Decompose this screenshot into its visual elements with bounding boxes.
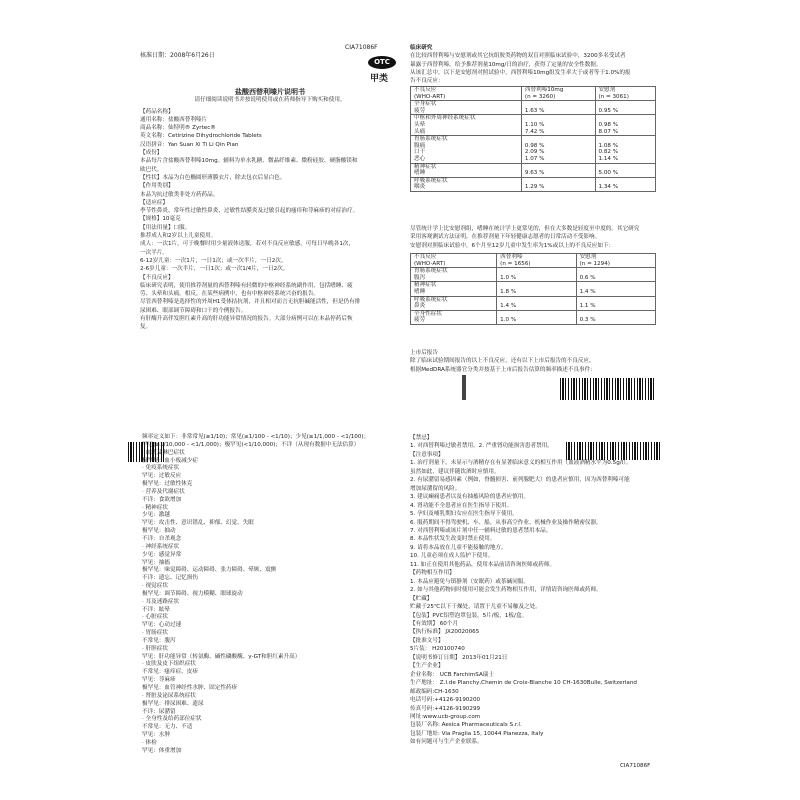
leaflet-body — [140, 108, 400, 332]
right-info-line: 网址:www.ucb-group.com — [410, 713, 481, 720]
leaflet-line: 季节性鼻炎、常年性过敏性鼻炎、过敏性结膜炎及过敏引起的瘙痒和荨麻疹的对症治疗。 — [140, 208, 359, 215]
table-header-cell: 西替利嗪 (n = 1656) — [497, 254, 576, 268]
right-info-line: 生产地址： Z.I.de Planchy,Chemin de Croix-Blanche 10 CH-1630Bulle, Switzerland — [410, 680, 637, 687]
right-info-line: 1. 本品应避免与镇静剂（安眠药）或茶碱同服。 — [410, 578, 529, 585]
right-info-line: 虽然如此，建议伴随饮酒时应慎用。 — [410, 468, 500, 475]
table-header-cell: 不良反应 (WHO-ART) — [411, 254, 497, 268]
leaflet-line: 【适应症】 — [140, 199, 168, 206]
right-info-line: 【包装】PVC铝塑泡罩包装，5片/板，1板/盒。 — [410, 612, 528, 619]
frequency-line: 罕见：攻击性、意识错乱、抑郁、幻觉、失眠 — [142, 520, 254, 527]
frequency-line: · 肾脏及泌尿系统症状 — [142, 692, 196, 699]
frequency-line: · 视觉症状 — [142, 583, 168, 590]
frequency-line: · 血液及淋巴症状 — [142, 449, 185, 456]
frequency-line: 极罕见：味觉障碍、运动障碍、张力障碍、晕厥、震颤 — [142, 567, 277, 574]
table-cell: 全身症状 疲劳 — [411, 101, 522, 115]
right-info-line: 2. 如与其他药物同时使用可能会发生药物相互作用，详情请咨询医师或药师。 — [410, 587, 602, 594]
frequency-line: 不详：眩晕 — [142, 606, 170, 613]
frequency-line: 极罕见：血管神经性水肿、固定性药疹 — [142, 685, 238, 691]
right-info-line: 【执行标准】 JX20020065 — [410, 629, 480, 636]
table-header-cell: 安慰剂 (n = 1294) — [576, 254, 655, 268]
leaflet-line: 【规格】10毫克 — [140, 216, 181, 223]
right-info-line: 6. 服药期间不得驾驶机、车、船，从事高空作业、机械作业及操作精密仪器。 — [410, 519, 602, 526]
leaflet-line: 【作用类别】 — [140, 183, 174, 190]
frequency-line: · 耳及迷路症状 — [142, 598, 180, 605]
frequency-line: 罕见：荨麻疹 — [142, 677, 176, 684]
table-cell: 中枢和外周神经系统症状 头晕 头痛 — [411, 115, 522, 136]
clinical-panel — [410, 44, 665, 85]
clinical-intro-line: 告不良反应： — [410, 78, 444, 85]
table-cell: 胃肠系统症状 腹痛 口干 恶心 — [411, 136, 522, 163]
right-info-line: 【生产企业】 — [410, 663, 444, 670]
frequency-line: 罕见：肝功能异常（转氨酶、碱性磷酸酶、γ-GT和胆红素升高） — [142, 653, 301, 660]
leaflet-line: 【性状】本品为白色椭圆形薄膜衣片，除去包衣后显白色。 — [140, 174, 286, 181]
frequency-line: 罕见：水肿 — [142, 732, 170, 739]
otc-badge: OTC — [368, 56, 396, 69]
post-marketing-line: 除了临床试验期间报告的以上不良反应，还有以下上市后报告的不良反应， — [410, 358, 595, 365]
leaflet-line: 汉语拼音：Yan Suan Xi Ti Li Qin Pian — [140, 141, 239, 148]
table-cell: 胃肠系统症状 腹泻 — [411, 268, 497, 282]
table-cell: 1.4 % — [497, 296, 576, 310]
right-info-line: 【注意事项】 — [410, 451, 444, 458]
table-header-cell: 不良反应 (WHO-ART) — [411, 87, 522, 101]
right-info-line: 传真号码:+4126-9190299 — [410, 705, 481, 712]
table-row — [411, 136, 656, 163]
right-info-line: 包装厂名称: Aesica Pharmaceuticals S.r.l. — [410, 722, 522, 729]
frequency-line: · 胃肠症状 — [142, 630, 168, 637]
frequency-line: 极罕见：调节障碍、视力模糊、眼球旋动 — [142, 590, 243, 597]
leaflet-line: 复。 — [140, 324, 152, 331]
right-info-line: 8. 本品性状发生改变时禁止使用。 — [410, 536, 496, 543]
right-info-line: 【禁忌】 — [410, 435, 433, 441]
frequency-line: 极罕见：抽动 — [142, 528, 176, 535]
table-header-row — [411, 254, 656, 268]
leaflet-line: 【不良反应】 — [140, 274, 174, 281]
clinical-intro-line: 从该汇总中，以下是安慰剂对照试验中，西替利嗪10mg组发生率大于或者等于1.0%的报 — [410, 69, 631, 76]
leaflet-line: 劳、头晕和头痛。相反，在某些病例中，也有中枢神经系统兴奋的报告。 — [140, 291, 320, 298]
leaflet-line: 临床研究表明，使用推荐剂量的西替利嗪有轻微的中枢神经系统副作用，包括嗜睡、疲 — [140, 282, 353, 289]
clinical-mid-line: 安慰剂对照临床试验中，6个月至12岁儿童中发生率为1%或以上的不良反应如下： — [410, 242, 615, 249]
frequency-line: · 心脏症状 — [142, 614, 168, 621]
leaflet-title: 盐酸西替利嗪片说明书 — [235, 88, 305, 96]
leaflet-line: 推荐成人和2岁以上儿童使用。 — [140, 233, 217, 240]
clinical-intro-line: 在比较西替利嗪与安慰剂或其它抗组胺类药物的双盲对照临床试验中，3200多名受试者 — [410, 53, 626, 60]
right-info-panel — [410, 434, 665, 747]
right-info-line: 5片装： H20100740 — [410, 646, 465, 653]
adverse-reaction-table-children — [410, 253, 656, 325]
frequency-line: 极罕见：过敏性休克 — [142, 481, 193, 488]
table-row — [411, 177, 656, 191]
table-header-row — [411, 87, 656, 101]
leaflet-line: 商品名称：仙特明® Zyrtec® — [140, 125, 216, 132]
table-row — [411, 268, 656, 282]
clinical-mid-line: 采用客观测试方法证明，在推荐剂量下年轻健康志愿者的日常活动不受影响。 — [410, 234, 601, 241]
right-info-line: 【贮藏】 — [410, 595, 433, 602]
right-info-line: 邮政编码:CH-1630 — [410, 688, 459, 695]
right-info-line: 3. 建议癫痫患者以及有抽搐风险的患者应慎用。 — [410, 494, 529, 501]
table-cell: 1.29 % — [521, 177, 595, 191]
frequency-line: 不常见：无力、不适 — [142, 724, 193, 731]
table-cell: 1.63 % — [521, 101, 595, 115]
frequency-line: · 神经系统症状 — [142, 543, 180, 550]
table-cell: 全身性症状 疲劳 — [411, 310, 497, 324]
table-cell: 1.08 % 0.82 % 1.14 % — [595, 136, 656, 163]
right-info-line: 5. 孕妇及哺乳期妇女应在医生指导下使用。 — [410, 511, 518, 518]
leaflet-line: 2-6岁儿童：一次半片，一日1次；或一次1/4片，一日2次。 — [140, 266, 289, 273]
table-row — [411, 282, 656, 296]
frequency-line: 罕见：过敏反应 — [142, 473, 182, 480]
table-cell: 5.00 % — [595, 163, 656, 177]
frequency-line: · 免疫系统症状 — [142, 465, 180, 472]
table-cell: 0.98 % 2.09 % 1.07 % — [521, 136, 595, 163]
table-cell: 1.0 % — [497, 310, 576, 324]
frequency-line: 不详：食欲增加 — [142, 496, 182, 503]
leaflet-line: 欧巴代。 — [140, 166, 163, 173]
frequency-line: · 精神症状 — [142, 504, 168, 511]
frequency-line: 不常见：瘙痒症、皮疹 — [142, 669, 198, 676]
clinical-mid-text — [410, 225, 665, 250]
frequency-line: · 全身性及给药部位症状 — [142, 716, 202, 723]
post-marketing-line: 根据MedDRA系统器官分类并按基于上市后报告估算的频率描述不良事件： — [410, 366, 596, 373]
leaflet-line: 【用法用量】口服。 — [140, 224, 191, 231]
table-cell: 1.4 % — [576, 282, 655, 296]
right-info-line: 7. 对西替利嗪或该片剂中任一辅料过敏的患者禁用本品。 — [410, 527, 552, 534]
table-cell: 0.6 % — [576, 268, 655, 282]
frequency-line: 罕见：心动过速 — [142, 622, 182, 629]
leaflet-line: 6-12岁儿童：一次1片，一日1次；或一次半片，一日2次。 — [140, 257, 287, 264]
leaflet-subtitle: 请仔细阅读说明书并按说明使用或在药师指导下购买和使用。 — [194, 97, 346, 104]
right-info-line: 11. 如正在使用其他药品，使用本品前请咨询医师或药师。 — [410, 561, 555, 568]
right-info-line: 2. 有尿潴留易感因素（例如，脊髓损害、前列腺肥大）的患者应慎用，因为西替利嗪可能 — [410, 477, 630, 484]
table-cell: 1.8 % — [497, 282, 576, 296]
frequency-line: 少见：激越 — [142, 512, 170, 519]
right-info-line: 包装厂地址: Via Praglia 15, 10044 Pianezza, Italy — [410, 730, 544, 737]
table-cell: 1.1 % — [576, 296, 655, 310]
leaflet-line: 一次半片。 — [140, 249, 168, 256]
table-cell: 0.95 % — [595, 101, 656, 115]
table-cell: 0.98 % 8.07 % — [595, 115, 656, 136]
leaflet-panel — [140, 88, 400, 332]
frequency-line: · 肝胆症状 — [142, 645, 168, 652]
right-info-line: 企业名称： UCB FarchimSA瑞士 — [410, 671, 494, 678]
right-info-line: 10. 儿童必须在成人监护下使用。 — [410, 553, 494, 560]
document-code: CIA71086F — [345, 44, 378, 51]
table-header-cell: 安慰剂 (n = 3061) — [595, 87, 656, 101]
table-cell: 精神症状 嗜睡 — [411, 282, 497, 296]
table-cell: 呼吸系统症状 咽炎 — [411, 177, 522, 191]
leaflet-line: 成人：一次1片，可于晚餐时用少量液体送服，若对不良反应敏感，可每日早晚各1次， — [140, 241, 355, 248]
right-info-line: 贮藏于25℃以下干燥处，请置于儿童不易触及之处。 — [410, 604, 541, 611]
adverse-reaction-table-adult — [410, 86, 656, 192]
frequency-line: 罕见：体重增加 — [142, 747, 182, 754]
right-info-line: 1. 治疗剂量下，未显示与酒精存在有显著临床意义的相互作用（血液酒精水平为0.5g/l）。 — [410, 460, 632, 467]
frequency-line: · 皮肤及皮下组织症状 — [142, 661, 196, 668]
frequency-line: 不详：自杀观念 — [142, 535, 182, 542]
leaflet-line: 本品为抗过敏类非处方药药品。 — [140, 191, 219, 198]
right-info-line: 【药物相互作用】 — [410, 570, 455, 577]
table-row — [411, 101, 656, 115]
table-cell: 1.0 % — [497, 268, 576, 282]
leaflet-line: 有肝酶升高伴发胆红素升高的肝功能异常情况的报告。大部分病例可以在本品停药后恢 — [140, 316, 353, 323]
approval-date: 核准日期：2008年6月26日 — [140, 52, 215, 59]
right-info-line: 9. 请将本品放在儿童不能接触的地方。 — [410, 544, 507, 551]
leaflet-line: 英文名称：Cetirizine Dihydrochloride Tablets — [140, 133, 262, 140]
table-cell: 9.63 % — [521, 163, 595, 177]
table-cell: 1.34 % — [595, 177, 656, 191]
table-row — [411, 310, 656, 324]
frequency-line: 极罕见：血小板减少症 — [142, 457, 198, 464]
table-cell: 1.10 % 7.42 % — [521, 115, 595, 136]
right-info-line: 4. 肾功能不全患者应在医生指导下使用。 — [410, 502, 513, 509]
right-info-line: 电话号码:+4126-9190200 — [410, 697, 481, 704]
clinical-intro-line: 暴露于西替利嗪，给予推荐剂量10mg/日的治疗，获得了定量的安全性数据。 — [410, 61, 602, 68]
frequency-line: · 体检 — [142, 739, 157, 746]
table-cell: 呼吸系统症状 鼻炎 — [411, 296, 497, 310]
bottom-document-code: CIA71086F — [620, 763, 651, 769]
frequency-line: · 营养及代谢症状 — [142, 488, 185, 495]
clinical-mid-line: 尽管统计学上比安慰剂组，嗜睡在统计学上更常见的，但在大多数是轻度至中度的。其它研究 — [410, 226, 640, 232]
right-info-line: 【批准文号】 — [410, 637, 444, 644]
table-row — [411, 163, 656, 177]
right-info-line: 【说明书修订日期】 2013年01月21日 — [410, 654, 508, 661]
right-info-line: 如有问题可与生产企业联系。 — [410, 739, 483, 746]
frequency-line: 罕见：抽搐 — [142, 559, 170, 566]
leaflet-line: 【成份】 — [140, 150, 163, 157]
frequency-line: 少见：感觉异常 — [142, 551, 182, 558]
table-cell: 0.3 % — [576, 310, 655, 324]
table-row — [411, 296, 656, 310]
frequency-line: 罕见(≥1/10,000 - <1/1,000)；极罕见(<1/10,000)；不详（从现有数据中无法估算） — [142, 441, 360, 448]
cut-mark — [462, 375, 466, 400]
clinical-intro — [410, 52, 665, 85]
leaflet-line: 本品每片含盐酸西替利嗪10mg。辅料为单水乳糖、微晶纤维素、微粉硅胶、硬脂酸镁和 — [140, 158, 358, 165]
barcode-top — [560, 378, 656, 400]
leaflet-line: 【药品名称】 — [140, 108, 174, 115]
right-info-line: 【有效期】 60个月 — [410, 620, 459, 627]
post-marketing-text — [410, 349, 665, 374]
leaflet-line: 通用名称：盐酸西替利嗪片 — [140, 116, 208, 123]
clinical-heading: 临床研究 — [410, 45, 433, 51]
frequency-line: 极罕见：排尿困难、遗尿 — [142, 700, 204, 707]
right-info-line: 1. 对西替利嗪过敏者禁用。2. 严重肾功能损害患者禁用。 — [410, 443, 553, 450]
right-info-line: 增加尿潴留的风险。 — [410, 485, 461, 492]
table-cell: 精神症状 嗜睡 — [411, 163, 522, 177]
table-row — [411, 115, 656, 136]
frequency-panel — [142, 434, 397, 756]
frequency-line: 不常见：腹泻 — [142, 637, 176, 644]
table-header-cell: 西替利嗪10mg (n = 3260) — [521, 87, 595, 101]
category-label: 甲类 — [370, 74, 389, 84]
frequency-line: 不详：尿潴留 — [142, 708, 176, 715]
leaflet-line: 尿困难、眼部调节障碍和口干的个例报告。 — [140, 307, 247, 314]
post-marketing-line: 上市后报告 — [410, 350, 438, 356]
frequency-line: 频率定义如下：非常常见(≥1/10)；常见(≥1/100 - <1/10)；少见(≥1/1,000 - <1/100)； — [142, 434, 370, 440]
frequency-line: 不详：遗忘、记忆损伤 — [142, 575, 198, 582]
leaflet-line: 尽管西替利嗪是选择性的外周H1受体拮抗剂，并且相对而言无抗胆碱能活性，但是仍有排 — [140, 299, 361, 306]
